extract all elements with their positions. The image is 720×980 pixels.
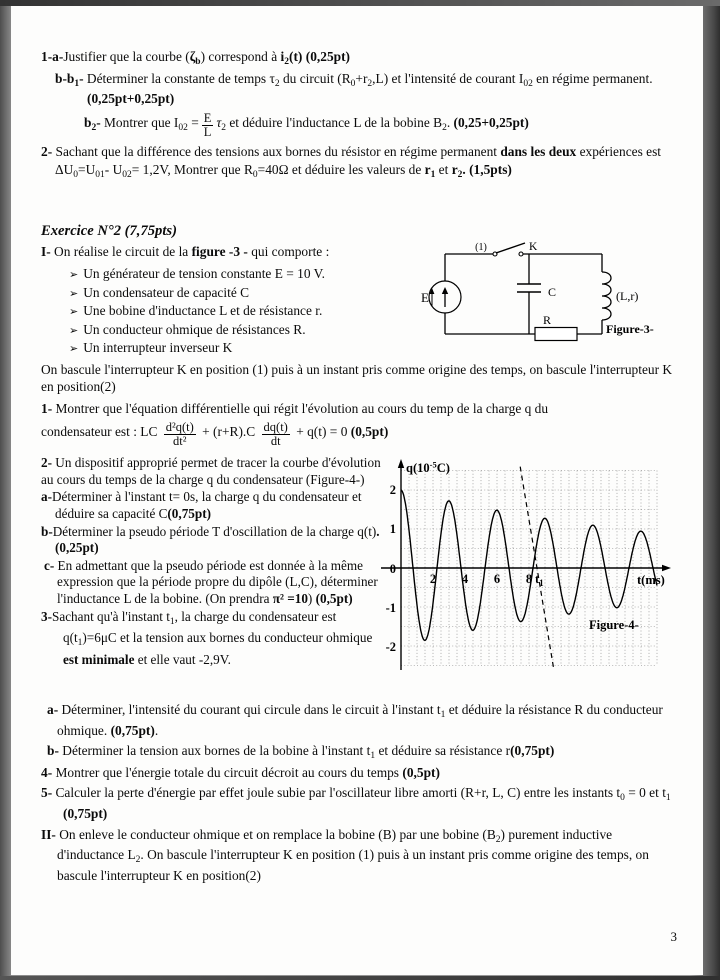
text-run: +r [355,70,368,86]
resistor-label: R [542,313,552,327]
text-run: (0,25pt+0,25pt) [87,91,175,107]
text-run: (0,5pt) [350,424,389,440]
text-run: =40Ω et déduire les valeurs de [257,162,425,178]
fraction: $\frac{\text{d²q(t)}}{\text{dt²}}$ [165,420,194,449]
page-number: 3 [670,928,677,944]
exercise-intro [41,243,426,261]
list-item-label: Une bobine d'inductance L et de résistance r. [83,303,323,319]
question-1a [41,48,673,69]
text-run: Déterminer à l'instant t= 0s, la charge q du condensateur et déduire sa capacité C [52,489,362,522]
text-run: et déduire sa résistance r [375,742,511,758]
text-run: 2 [274,78,280,89]
text-run: dans les deux [500,144,577,160]
text-run: 2 [135,855,141,866]
text-run: 1 [665,793,671,804]
x-tick-6: 6 [493,572,501,586]
bullet-arrow-icon: ➢ [69,342,79,356]
text-run: τ [216,115,222,131]
x-axis-label: t(ms) [637,573,665,587]
text-run: =U [78,162,96,178]
capacitor-icon [517,284,541,292]
bullet-arrow-icon: ➢ [69,305,79,319]
text-run: I- [41,244,51,260]
list-item-label: Un générateur de tension constante E = 10 V. [83,266,325,282]
text-run: (0,5pt) [402,765,440,781]
figure3-circuit [417,240,667,352]
text-run: 1-a- [41,49,64,64]
bullet-arrow-icon: ➢ [69,268,79,282]
x-tick-4: 4 [461,572,469,586]
y-tick-1: 1 [389,522,396,536]
list-item [69,339,441,358]
text-run: Montrer que l'équation différentielle qui régit l'évolution au cours du temp de la charge q du [52,401,549,417]
question-II-3 [41,609,381,669]
document-page [11,6,703,975]
text-run: Déterminer la constante de temps τ [86,70,275,86]
list-item-label: Un conducteur ohmique de résistances R. [83,321,306,337]
figure4-graph [365,456,685,696]
y-tick-2: 2 [389,483,396,497]
list-item [69,302,441,321]
text-run: 2 [91,123,97,134]
text-run: i [280,49,285,64]
question-II-5 [41,784,673,822]
text-run: 0 [252,170,258,181]
list-item-label: Un condensateur de capacité C [83,284,250,300]
question-b-b1 [41,70,673,108]
text-run: 0 [350,78,356,89]
x-axis-arrow [662,565,671,571]
text-run: ) [307,591,316,606]
text-run: 0 [73,170,79,181]
text-run: Montrer que I [104,115,179,131]
text-run: 02 [178,123,188,134]
text-run: Déterminer, l'intensité du courant qui circule dans le circuit à l'instant t [58,702,441,718]
figure3-caption: Figure-3- [606,322,654,336]
text-run: 2- [41,144,53,160]
text-run: 5- [41,785,53,801]
question-II-1-line1 [41,400,673,418]
text-run: 1 [77,638,83,649]
text-run: Déterminer la pseudo période T d'oscillation de la charge q(t) [52,523,377,539]
text-run: ζ [189,49,196,64]
text-run: . [154,722,159,738]
text-run: a- [41,489,52,505]
question-II-2 [41,455,381,488]
text-run: 1 [370,750,376,761]
text-run: . On bascule l'interrupteur K en position (1) puis à un instant pris comme origine des temps, on bascule l'interrupteur K en position(2) [57,847,649,883]
text-run: 2 [442,123,447,134]
question-II-2a [41,489,381,522]
text-run: 2 [284,57,290,67]
coil-label: (L,r) [616,289,639,303]
exercise-title: Exercice N°2 (7,75pts) [41,222,177,239]
y-axis-arrow [398,459,404,468]
text-run: figure -3 - [191,244,248,260]
text-run: (0,25+0,25pt) [453,115,529,131]
part-II-intro [41,826,673,885]
question-II-4 [41,764,673,782]
text-run: Sachant que la différence des tensions aux bornes du résistor en régime permanent [52,144,501,160]
text-run: c- [44,557,55,573]
x-tick-2: 2 [429,572,437,586]
text-run: , la charge du condensateur est q(t [63,608,337,646]
list-item [69,265,441,284]
resistor-icon [535,328,577,341]
switch-description: On bascule l'interrupteur K en position (1) puis à un instant pris comme origine des temps, on bascule l'interrupteur K en position(2) [41,361,673,395]
text-run: expériences est ΔU [55,144,662,178]
text-run: 2 [457,170,463,181]
list-item [69,284,441,303]
text-run: (0,25pt) [305,49,351,64]
component-list [69,265,441,358]
text-run: qui comporte : [247,244,330,260]
text-run: = 1,2V, Montrer que R [131,162,253,178]
y-axis-label: $q(10^{-5}C)$ [406,459,450,475]
coil-icon [602,272,611,320]
text-run: II- [41,826,56,842]
text-run: Justifier que la courbe ( [63,49,190,64]
text-run: r [424,162,431,178]
differential-equation [41,421,673,448]
x-tick-8: 8 [525,572,533,586]
fraction: $\frac{E}{L}$ [203,111,212,140]
capacitor-label: C [548,285,557,299]
text-run: ) correspond à [200,49,281,64]
text-run: ,L) et l'intensité de courant I [372,70,524,86]
text-run: = 0 et t [624,785,666,801]
text-run: 01 [95,170,105,181]
text-run: En admettant que la pseudo période est donnée à la même expression que la période propre du dipôle (L,C), déterminer l'inductance L de la bobine. (On prendra [54,557,378,606]
generator-e-label: E [421,290,429,305]
text-run: - U [104,162,123,178]
text-run: Sachant qu'à l'instant t [52,608,170,624]
text-run: . [446,115,454,131]
text-run: + q(t) = 0 [292,424,351,440]
text-run: (0,75pt) [110,722,155,738]
question-II-3b [47,742,673,763]
question-II-2c [41,558,381,608]
text-run: Un dispositif approprié permet de tracer la courbe d'évolution au cours du temps de la charge q du condensateur (Figure-4-) [41,455,381,487]
text-run: 1 [169,616,175,627]
question-b2 [84,112,673,139]
y-tick-m2: -2 [385,640,396,654]
text-run: 1 [440,710,446,721]
text-run: et [435,162,452,178]
text-run: ) purement inductive d'inductance L [57,826,613,863]
text-run: b [84,115,92,131]
text-run: r [451,162,458,178]
text-run: . [462,162,470,178]
text-run: Montrer que l'énergie totale du circuit décroit au cours du temps [52,765,403,781]
text-run: 02 [122,170,132,181]
text-run: Calculer la perte d'énergie par effet joule subie par l'oscillateur libre amorti (R+r, L, C) entre les instants t [52,785,621,801]
text-run: en régime permanent. [532,70,653,86]
text-run: condensateur est : LC [41,424,161,440]
y-tick-0: 0 [389,562,396,576]
text-run: 2 [495,834,501,845]
bullet-arrow-icon: ➢ [69,323,79,337]
text-run: 2- [41,455,52,471]
text-run: 0 [620,793,625,804]
generator-arrowhead [442,287,448,294]
question-II-3a [41,701,673,739]
text-run: (0,5pt) [315,591,353,606]
list-item [69,321,441,340]
text-run: a- [47,702,59,718]
text-run: - [79,70,87,86]
question-2 [41,143,673,181]
text-run: )=6μC et la tension aux bornes du conducteur ohmique [82,630,373,646]
text-run: (0,75pt) [63,805,108,821]
text-run: On réalise le circuit de la [50,244,192,260]
text-run: 02 [523,78,533,89]
text-run: Déterminer la tension aux bornes de la bobine à l'instant t [58,742,371,758]
text-run: b [195,57,201,67]
circuit-wires [445,254,602,334]
y-tick-m1: -1 [385,601,396,615]
text-run: 1 [74,78,80,89]
text-run: et elle vaut -2,9V. [134,651,231,667]
figure4-svg [365,456,685,696]
text-run: b- [41,523,53,539]
text-run: . (0,25pt) [55,523,380,556]
text-run: = [187,115,199,131]
t1-marker-label: $t_1$ [535,572,544,588]
text-run: 4- [41,765,53,781]
text-run: b-b [55,70,75,86]
fraction: $\frac{dq(t)}{dt}$ [263,420,288,449]
list-item-label: Un interrupteur inverseur K [83,340,233,356]
text-run: du circuit (R [279,70,351,86]
text-run: et déduire l'inductance L de la bobine B [225,115,443,131]
text-run: - [96,115,105,131]
text-run: 3- [41,608,52,624]
text-run: (t) [289,49,306,64]
question-II-2b [41,524,381,557]
text-run: b- [47,742,59,758]
figure3-svg [417,240,667,352]
text-run: 2 [221,123,226,134]
switch-contact-right [519,252,523,256]
switch-k-label: K [529,241,538,253]
text-run: 2 [367,78,373,89]
bullet-arrow-icon: ➢ [69,286,79,300]
text-run: π² =10 [272,591,308,606]
text-run: On enleve le conducteur ohmique et on remplace la bobine (B) par une bobine (B [55,826,496,842]
text-run: (1,5pts) [469,162,512,178]
text-run: (0,75pt) [510,742,555,758]
figure4-caption: Figure-4- [589,618,639,632]
text-run: + (r+R).C [198,424,259,440]
text-run: est minimale [63,651,135,667]
text-run: (0,75pt) [167,506,211,522]
text-run: 1 [430,170,436,181]
text-run: et déduire la résistance R du conducteur ohmique. [57,702,663,738]
switch-position1-label: (1) [475,242,487,253]
text-run: 1- [41,401,53,417]
left-column [41,455,381,696]
